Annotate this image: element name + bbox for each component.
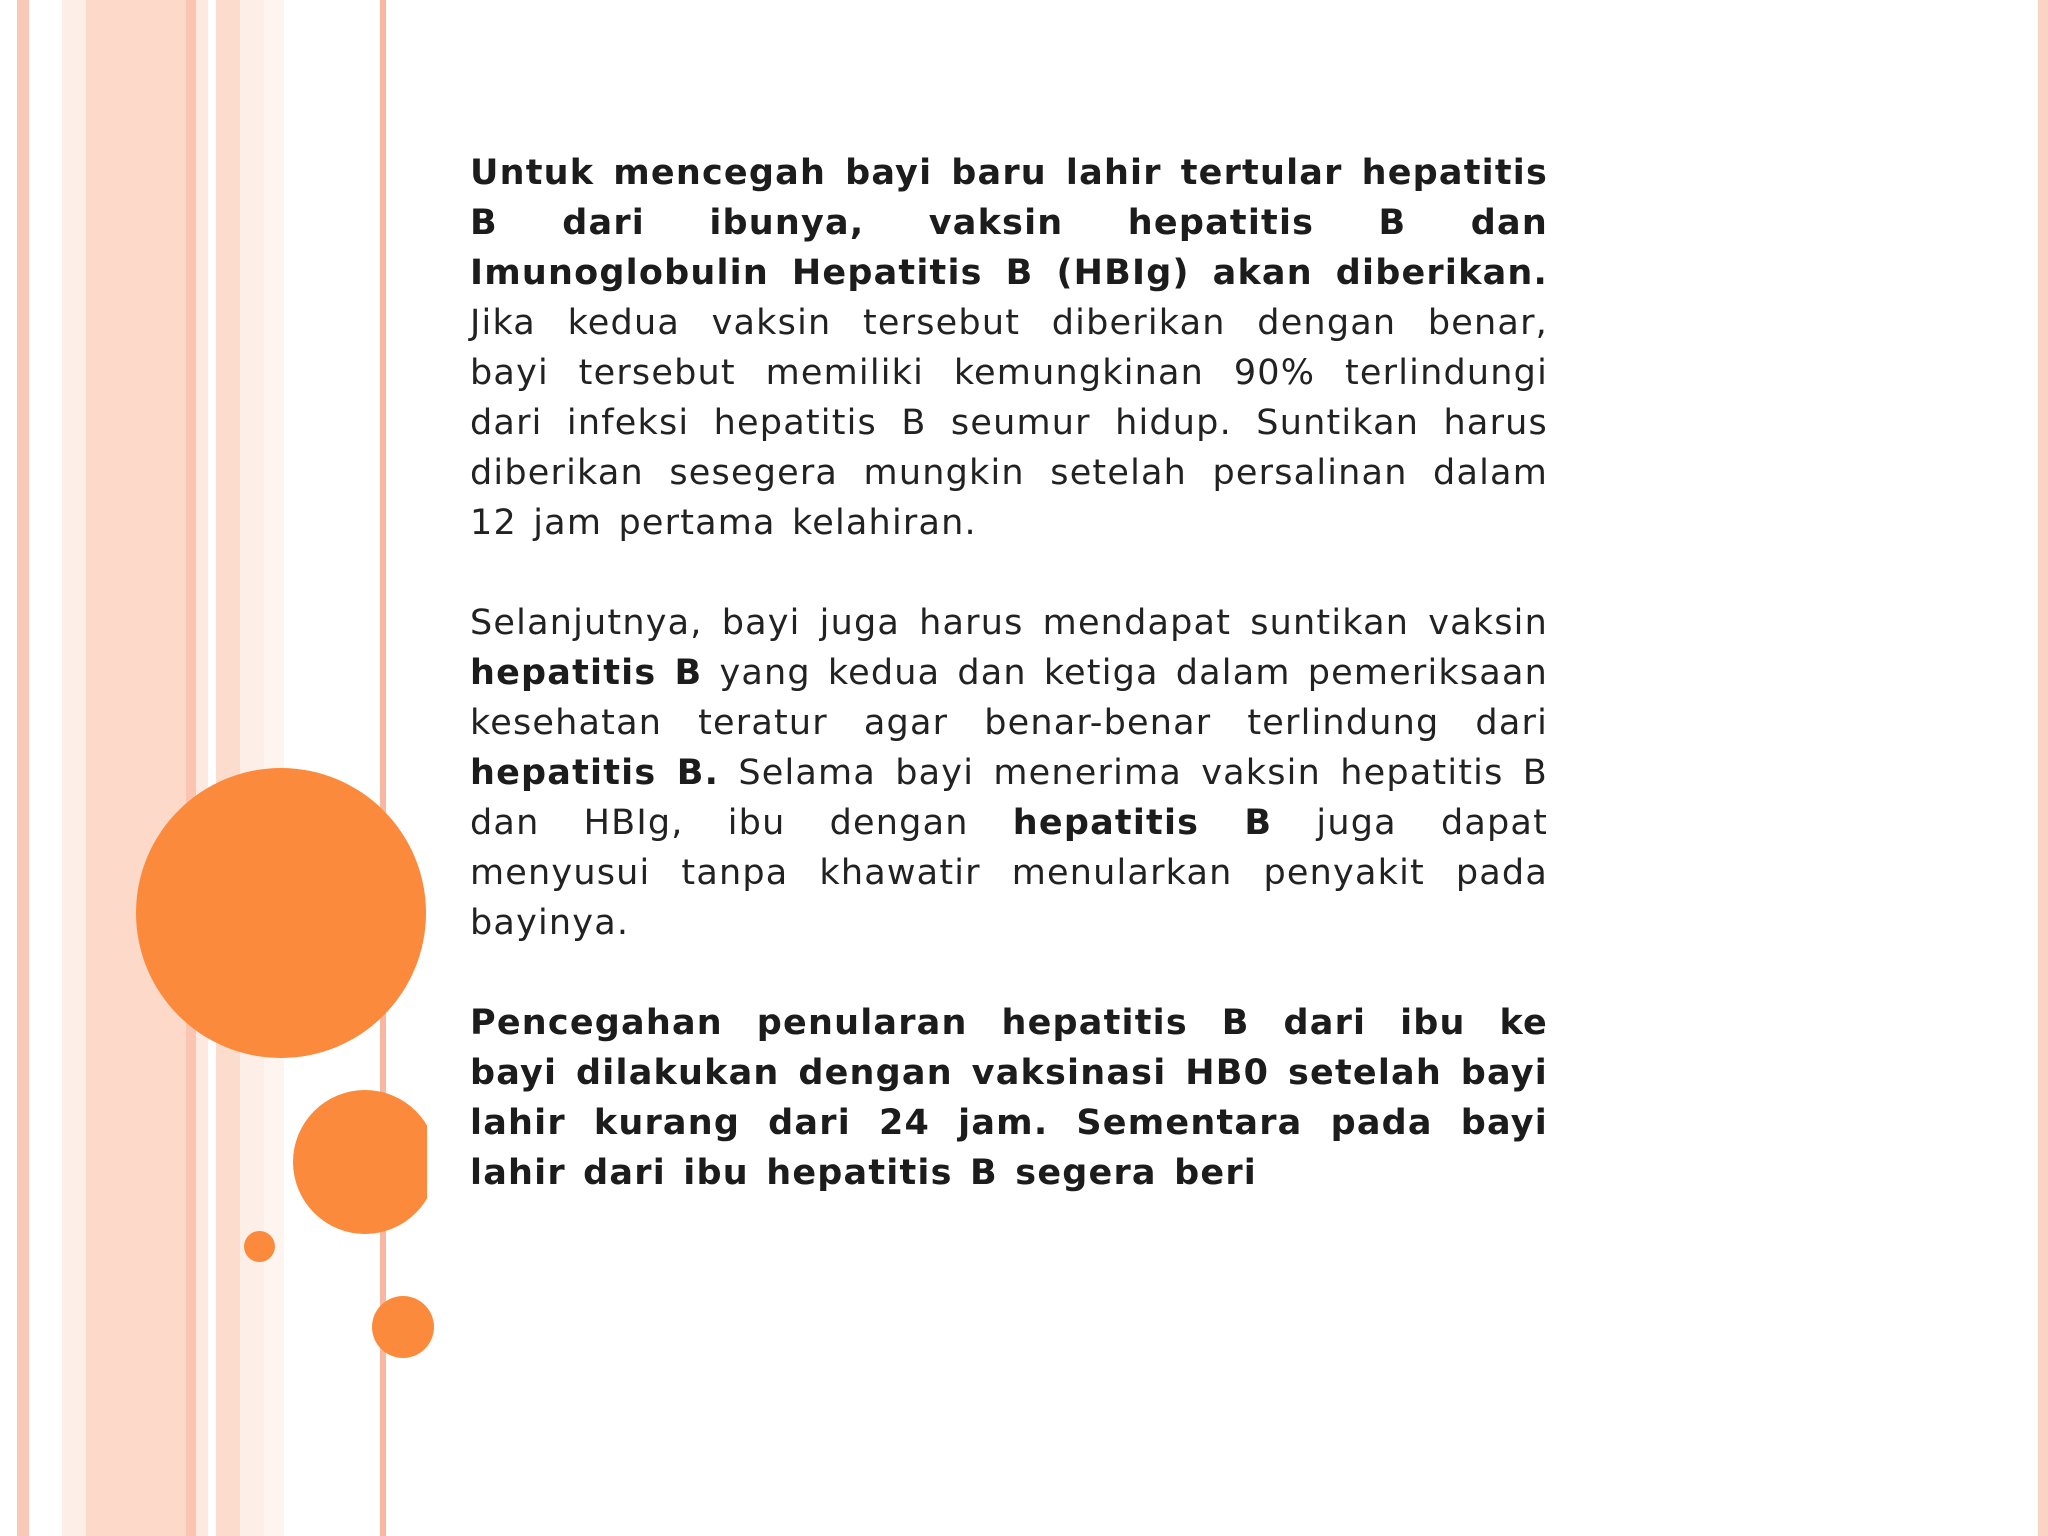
body-text: Selanjutnya, bayi juga harus mendapat suntikan vaksin [470, 603, 1548, 643]
border-stripe [62, 0, 86, 1536]
body-text: juga dapat menyusui tanpa khawatir menularkan penyakit pada bayinya. [470, 803, 1549, 943]
bold-text: Untuk mencegah bayi baru lahir tertular hepatitis B dari ibunya, vaksin hepatitis B dan Imunoglobulin Hepatitis B (HBIg) akan diberikan. [470, 153, 1548, 293]
body-text: Selama bayi menerima vaksin hepatitis B dan HBIg, ibu dengan [470, 753, 1548, 843]
border-stripe [186, 0, 196, 1536]
body-text: Jika kedua vaksin tersebut diberikan dengan benar, bayi tersebut memiliki kemungkinan 90% terlindungi dari infeksi hepatitis B seumur hidup. Suntikan harus diberikan sesegera mungkin setelah persalinan dalam 12 jam pertama kelahiran. [470, 303, 1548, 543]
body-text: yang kedua dan ketiga dalam pemeriksaan kesehatan teratur agar benar-benar terlindung dari [470, 653, 1548, 743]
decorative-circle-medium [293, 1090, 437, 1234]
paragraph [470, 998, 1548, 1198]
border-stripe [196, 0, 208, 1536]
decorative-circle-large [136, 768, 426, 1058]
border-stripe [86, 0, 186, 1536]
right-border-stripe [2038, 0, 2048, 1536]
border-stripe [17, 0, 29, 1536]
decorative-circle-small [372, 1296, 434, 1358]
paragraph [470, 148, 1548, 548]
bold-text: hepatitis B. [470, 753, 720, 793]
bold-text: hepatitis B [1012, 803, 1273, 843]
bold-text: Pencegahan penularan hepatitis B dari ibu ke bayi dilakukan dengan vaksinasi HB0 setelah bayi lahir kurang dari 24 jam. Sementara pada bayi lahir dari ibu hepatitis B segera beri [470, 1003, 1548, 1193]
border-stripe [216, 0, 240, 1536]
border-stripe [29, 0, 62, 1536]
circle-clip [427, 1080, 447, 1240]
border-stripe [240, 0, 264, 1536]
slide-body-text [470, 148, 1548, 1248]
paragraph [470, 598, 1548, 948]
decorative-circle-small [244, 1231, 275, 1262]
border-stripe [208, 0, 216, 1536]
bold-text: hepatitis B [470, 653, 703, 693]
